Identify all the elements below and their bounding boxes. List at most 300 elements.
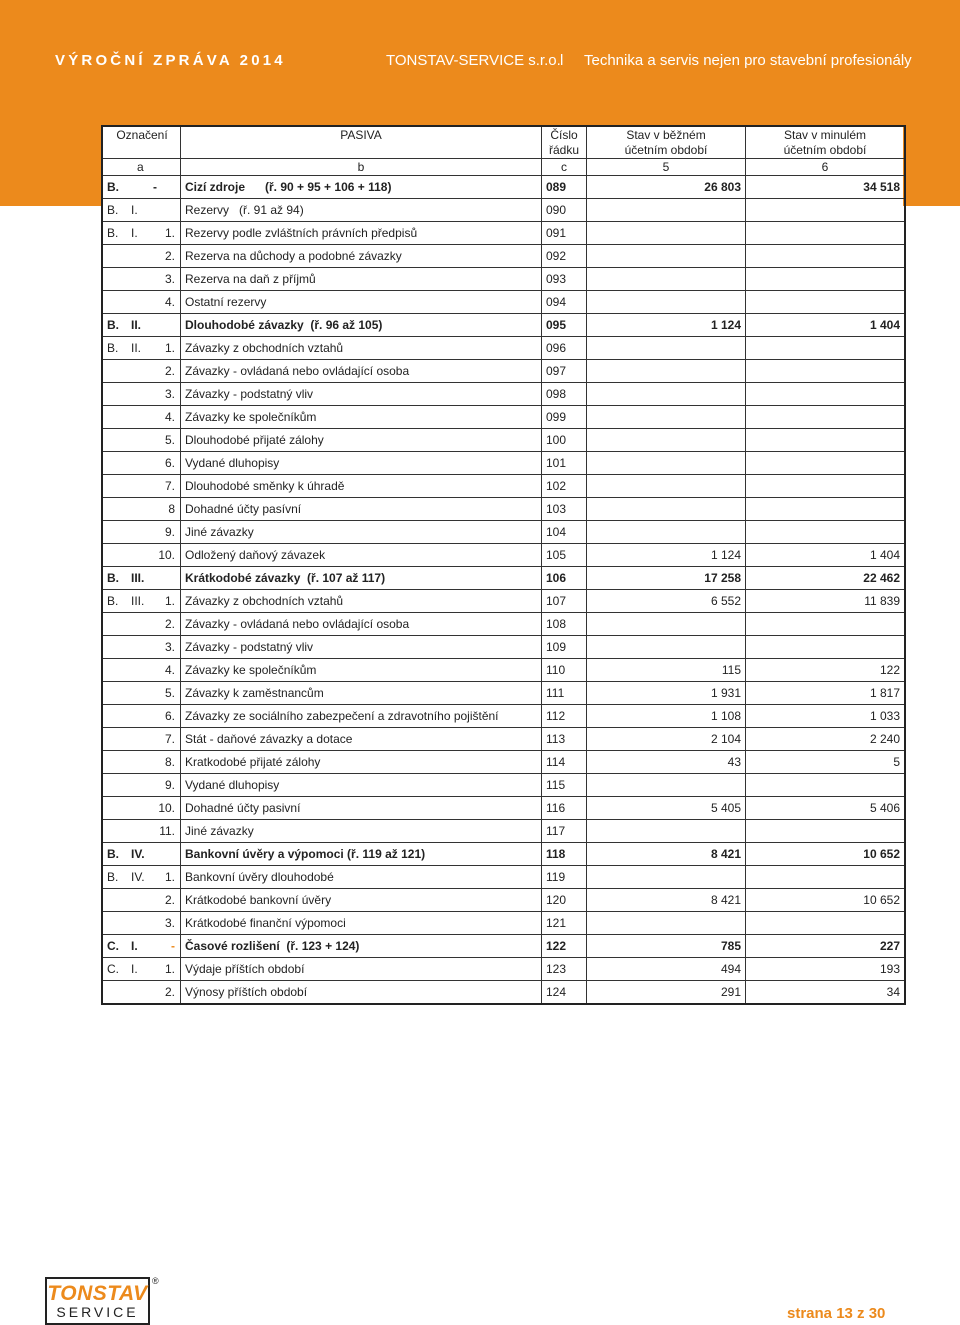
row-code-c: 2.	[164, 364, 175, 378]
header-previous-period: Stav v minulém účetním období	[746, 126, 906, 159]
row-current-value: 2 104	[587, 728, 746, 751]
row-code-a	[107, 824, 131, 838]
table-row	[102, 245, 905, 268]
row-code-b: IV.	[131, 870, 145, 884]
row-code-a	[107, 502, 131, 516]
table-row	[102, 383, 905, 406]
row-code-a	[107, 686, 131, 700]
row-current-value	[587, 521, 746, 544]
row-code-b	[131, 479, 157, 493]
row-code	[102, 567, 181, 590]
row-name: Závazky ze sociálního zabezpečení a zdravotního pojištění	[181, 705, 542, 728]
row-code-b	[131, 916, 157, 930]
row-previous-value: 1 817	[746, 682, 906, 705]
row-code	[102, 429, 181, 452]
row-code-a	[107, 640, 131, 654]
row-code-a	[107, 663, 131, 677]
row-code	[102, 337, 181, 360]
row-name: Jiné závazky	[181, 521, 542, 544]
row-previous-value: 34	[746, 981, 906, 1005]
table-row	[102, 498, 905, 521]
row-line-number: 108	[542, 613, 587, 636]
row-code-b	[131, 617, 157, 631]
row-code-a: B.	[107, 847, 119, 861]
row-current-value	[587, 222, 746, 245]
row-code	[102, 866, 181, 889]
company-logo	[45, 1277, 150, 1325]
row-code-a	[107, 525, 131, 539]
liabilities-table	[101, 125, 906, 1005]
row-line-number: 120	[542, 889, 587, 912]
row-code-c: 5.	[164, 686, 175, 700]
row-previous-value	[746, 475, 906, 498]
row-code-c: 3.	[164, 272, 175, 286]
row-current-value: 43	[587, 751, 746, 774]
row-name: Závazky - ovládaná nebo ovládající osoba	[181, 360, 542, 383]
row-code-b: III.	[131, 594, 145, 608]
row-code-a	[107, 456, 131, 470]
row-code	[102, 406, 181, 429]
table-row	[102, 544, 905, 567]
row-code	[102, 820, 181, 843]
row-code	[102, 797, 181, 820]
row-code	[102, 751, 181, 774]
row-code-b	[131, 364, 157, 378]
row-previous-value: 5 406	[746, 797, 906, 820]
row-code-b: I.	[131, 939, 138, 953]
table-row	[102, 774, 905, 797]
row-previous-value: 11 839	[746, 590, 906, 613]
row-code-a: B.	[107, 226, 119, 240]
row-code-c	[157, 180, 175, 194]
row-current-value	[587, 429, 746, 452]
row-code-a	[107, 801, 131, 815]
header-letter-a: a	[102, 159, 181, 176]
row-current-value	[587, 383, 746, 406]
row-code-c: 6.	[164, 709, 175, 723]
row-code-a	[107, 985, 131, 999]
table-row	[102, 659, 905, 682]
row-previous-value: 5	[746, 751, 906, 774]
row-previous-value	[746, 291, 906, 314]
row-code-c: 1.	[164, 341, 175, 355]
row-code-b: I.	[131, 203, 138, 217]
row-name: Dlouhodobé směnky k úhradě	[181, 475, 542, 498]
row-code-c: 5.	[164, 433, 175, 447]
row-code-b	[131, 663, 157, 677]
row-code	[102, 521, 181, 544]
table-row	[102, 199, 905, 222]
row-name: Rezervy podle zvláštních právních předpisů	[181, 222, 542, 245]
row-line-number: 093	[542, 268, 587, 291]
row-code-b	[131, 548, 157, 562]
row-current-value	[587, 337, 746, 360]
page-header	[55, 51, 912, 71]
row-current-value: 785	[587, 935, 746, 958]
row-previous-value	[746, 360, 906, 383]
row-name: Jiné závazky	[181, 820, 542, 843]
row-current-value	[587, 498, 746, 521]
row-code-c: 4.	[164, 295, 175, 309]
row-line-number: 124	[542, 981, 587, 1005]
table-row	[102, 291, 905, 314]
row-previous-value: 193	[746, 958, 906, 981]
row-name: Bankovní úvěry a výpomoci (ř. 119 až 121)	[181, 843, 542, 866]
row-code-b: IV.	[131, 847, 145, 861]
row-previous-value: 1 404	[746, 314, 906, 337]
row-code-a	[107, 387, 131, 401]
row-name: Výdaje příštích období	[181, 958, 542, 981]
table-header-row	[102, 126, 905, 159]
row-previous-value: 10 652	[746, 889, 906, 912]
row-code-a: B.	[107, 870, 119, 884]
row-line-number: 117	[542, 820, 587, 843]
row-code-a	[107, 295, 131, 309]
company-tagline: Technika a servis nejen pro stavební profesionály	[584, 52, 912, 69]
row-code-c: 4.	[164, 663, 175, 677]
row-current-value	[587, 820, 746, 843]
page-number: strana 13 z 30	[787, 1305, 886, 1322]
table-row	[102, 682, 905, 705]
row-name: Kratkodobé přijaté zálohy	[181, 751, 542, 774]
row-line-number: 121	[542, 912, 587, 935]
row-code-b	[131, 295, 157, 309]
table-row	[102, 268, 905, 291]
row-code-a: C.	[107, 939, 119, 953]
row-code-a: B.	[107, 341, 119, 355]
row-code-c	[157, 571, 175, 585]
row-code	[102, 222, 181, 245]
row-code	[102, 590, 181, 613]
row-code	[102, 912, 181, 935]
row-previous-value	[746, 429, 906, 452]
row-code	[102, 935, 181, 958]
table-row	[102, 820, 905, 843]
row-code-a	[107, 732, 131, 746]
table-header-letters-row	[102, 159, 905, 176]
row-name: Cizí zdroje (ř. 90 + 95 + 106 + 118)	[181, 176, 542, 199]
row-code-a: B.	[107, 203, 119, 217]
row-previous-value	[746, 406, 906, 429]
header-number-6: 6	[746, 159, 906, 176]
header-current-period: Stav v běžném účetním období	[587, 126, 746, 159]
row-code-a	[107, 364, 131, 378]
row-name: Závazky z obchodních vztahů	[181, 590, 542, 613]
row-line-number: 091	[542, 222, 587, 245]
row-name: Závazky - ovládaná nebo ovládající osoba	[181, 613, 542, 636]
row-previous-value: 1 033	[746, 705, 906, 728]
row-line-number: 115	[542, 774, 587, 797]
row-code-c: 6.	[164, 456, 175, 470]
row-current-value: 1 931	[587, 682, 746, 705]
row-code	[102, 889, 181, 912]
row-line-number: 103	[542, 498, 587, 521]
header-code: Označení	[102, 126, 181, 159]
row-code-c: 3.	[164, 640, 175, 654]
row-code-b	[131, 249, 157, 263]
row-code-c: 2.	[164, 985, 175, 999]
row-line-number: 109	[542, 636, 587, 659]
row-current-value	[587, 245, 746, 268]
row-line-number: 094	[542, 291, 587, 314]
table-row	[102, 935, 905, 958]
row-name: Krátkodobé finanční výpomoci	[181, 912, 542, 935]
row-code-b	[131, 732, 157, 746]
row-code	[102, 291, 181, 314]
row-code-a	[107, 893, 131, 907]
header-letter-b: b	[181, 159, 542, 176]
row-code-b	[131, 709, 157, 723]
row-line-number: 095	[542, 314, 587, 337]
row-code-c: 10.	[158, 548, 175, 562]
row-code-c: 11.	[159, 824, 175, 838]
row-line-number: 118	[542, 843, 587, 866]
row-line-number: 107	[542, 590, 587, 613]
row-code	[102, 199, 181, 222]
table-row	[102, 176, 905, 199]
row-code-b	[131, 686, 157, 700]
table-row	[102, 475, 905, 498]
row-code-c: 1.	[164, 594, 175, 608]
row-code	[102, 176, 181, 199]
row-current-value: 17 258	[587, 567, 746, 590]
row-line-number: 112	[542, 705, 587, 728]
row-code-a: B.	[107, 180, 119, 194]
row-line-number: 101	[542, 452, 587, 475]
row-code-a	[107, 548, 131, 562]
liabilities-table-container	[101, 125, 903, 1005]
row-line-number: 113	[542, 728, 587, 751]
row-code-b	[131, 502, 157, 516]
header-letter-c: c	[542, 159, 587, 176]
row-code-c: 1.	[164, 962, 175, 976]
row-name: Krátkodobé závazky (ř. 107 až 117)	[181, 567, 542, 590]
row-line-number: 106	[542, 567, 587, 590]
row-code-a	[107, 617, 131, 631]
table-row	[102, 567, 905, 590]
row-name: Závazky - podstatný vliv	[181, 383, 542, 406]
row-code-a	[107, 916, 131, 930]
row-code-a	[107, 709, 131, 723]
row-current-value	[587, 452, 746, 475]
row-name: Odložený daňový závazek	[181, 544, 542, 567]
row-code-b: II.	[131, 341, 142, 355]
table-row	[102, 912, 905, 935]
row-line-number: 099	[542, 406, 587, 429]
row-code	[102, 728, 181, 751]
row-code	[102, 383, 181, 406]
row-code	[102, 268, 181, 291]
row-line-number: 105	[542, 544, 587, 567]
row-previous-value: 227	[746, 935, 906, 958]
row-previous-value: 1 404	[746, 544, 906, 567]
row-code-a	[107, 272, 131, 286]
row-code-b	[131, 778, 157, 792]
row-previous-value: 34 518	[746, 176, 906, 199]
row-code-a	[107, 249, 131, 263]
row-line-number: 098	[542, 383, 587, 406]
row-current-value	[587, 475, 746, 498]
row-name: Dohadné účty pasívní	[181, 498, 542, 521]
row-code-b	[131, 893, 157, 907]
row-code-b	[131, 433, 157, 447]
row-name: Rezerva na důchody a podobné závazky	[181, 245, 542, 268]
row-previous-value	[746, 452, 906, 475]
row-code-c	[157, 318, 175, 332]
row-name: Krátkodobé bankovní úvěry	[181, 889, 542, 912]
row-current-value	[587, 199, 746, 222]
header-name: PASIVA	[181, 126, 542, 159]
table-row	[102, 797, 905, 820]
table-row	[102, 751, 905, 774]
row-code	[102, 659, 181, 682]
row-previous-value	[746, 521, 906, 544]
company-name: TONSTAV-SERVICE s.r.o.	[386, 52, 561, 69]
table-row	[102, 360, 905, 383]
row-code-a	[107, 755, 131, 769]
row-code	[102, 475, 181, 498]
row-current-value: 6 552	[587, 590, 746, 613]
table-row	[102, 889, 905, 912]
row-code-b	[131, 801, 157, 815]
row-line-number: 092	[542, 245, 587, 268]
row-code-a: C.	[107, 962, 119, 976]
row-previous-value	[746, 222, 906, 245]
row-code-b	[131, 525, 157, 539]
row-previous-value	[746, 636, 906, 659]
row-current-value: 5 405	[587, 797, 746, 820]
row-line-number: 116	[542, 797, 587, 820]
row-code	[102, 958, 181, 981]
row-code-c: 2.	[164, 617, 175, 631]
row-code	[102, 452, 181, 475]
row-line-number: 096	[542, 337, 587, 360]
row-code-b	[131, 456, 157, 470]
row-name: Závazky k zaměstnancům	[181, 682, 542, 705]
row-code-c: 1.	[164, 870, 175, 884]
row-code-c: 3.	[164, 916, 175, 930]
row-name: Časové rozlišení (ř. 123 + 124)	[181, 935, 542, 958]
row-code	[102, 774, 181, 797]
row-previous-value	[746, 912, 906, 935]
row-previous-value: 122	[746, 659, 906, 682]
row-current-value: 1 124	[587, 314, 746, 337]
row-previous-value	[746, 613, 906, 636]
table-row	[102, 314, 905, 337]
row-name: Vydané dluhopisy	[181, 452, 542, 475]
row-name: Závazky z obchodních vztahů	[181, 337, 542, 360]
table-row	[102, 429, 905, 452]
row-line-number: 104	[542, 521, 587, 544]
row-code	[102, 314, 181, 337]
row-name: Bankovní úvěry dlouhodobé	[181, 866, 542, 889]
row-code-b: II.	[131, 318, 142, 332]
row-code-c: 4.	[164, 410, 175, 424]
row-name: Závazky ke společníkům	[181, 659, 542, 682]
row-code-c: 10.	[158, 801, 175, 815]
row-code-b	[131, 824, 157, 838]
row-code-c: 8	[168, 502, 175, 516]
row-name: Závazky - podstatný vliv	[181, 636, 542, 659]
row-name: Ostatní rezervy	[181, 291, 542, 314]
table-row	[102, 843, 905, 866]
row-line-number: 100	[542, 429, 587, 452]
row-current-value	[587, 866, 746, 889]
row-current-value	[587, 291, 746, 314]
row-current-value	[587, 613, 746, 636]
row-previous-value	[746, 383, 906, 406]
row-line-number: 122	[542, 935, 587, 958]
row-line-number: 089	[542, 176, 587, 199]
row-code-c: 9.	[164, 525, 175, 539]
row-name: Dlouhodobé závazky (ř. 96 až 105)	[181, 314, 542, 337]
row-code	[102, 981, 181, 1005]
row-line-number: 110	[542, 659, 587, 682]
row-name: Vydané dluhopisy	[181, 774, 542, 797]
row-current-value	[587, 406, 746, 429]
table-row	[102, 636, 905, 659]
header-separator: l	[560, 52, 564, 69]
row-previous-value	[746, 866, 906, 889]
table-row	[102, 337, 905, 360]
row-code-a	[107, 778, 131, 792]
row-current-value: 494	[587, 958, 746, 981]
row-code-c: 8.	[164, 755, 175, 769]
row-name: Rezervy (ř. 91 až 94)	[181, 199, 542, 222]
table-row	[102, 981, 905, 1005]
table-row	[102, 222, 905, 245]
row-previous-value	[746, 774, 906, 797]
row-code	[102, 705, 181, 728]
row-previous-value	[746, 337, 906, 360]
row-previous-value: 10 652	[746, 843, 906, 866]
row-code-b: I.	[131, 962, 138, 976]
row-code-b	[131, 985, 157, 999]
row-code-b: I.	[131, 226, 138, 240]
row-code-c: 7.	[164, 732, 175, 746]
row-current-value	[587, 912, 746, 935]
row-code-c	[157, 847, 175, 861]
row-code	[102, 360, 181, 383]
row-code-c: 1.	[164, 226, 175, 240]
table-row	[102, 958, 905, 981]
table-row	[102, 705, 905, 728]
row-code-b: -	[153, 180, 157, 194]
row-line-number: 102	[542, 475, 587, 498]
row-name: Dlouhodobé přijaté zálohy	[181, 429, 542, 452]
table-row	[102, 521, 905, 544]
table-row	[102, 613, 905, 636]
row-code	[102, 498, 181, 521]
row-code-b	[131, 387, 157, 401]
row-current-value	[587, 268, 746, 291]
table-row	[102, 866, 905, 889]
row-current-value: 291	[587, 981, 746, 1005]
row-code-c: 7.	[164, 479, 175, 493]
row-previous-value: 22 462	[746, 567, 906, 590]
table-row	[102, 728, 905, 751]
row-code	[102, 613, 181, 636]
logo-wordmark-bottom: SERVICE	[56, 1304, 139, 1320]
row-code-a: B.	[107, 318, 119, 332]
row-code-c: 3.	[164, 387, 175, 401]
row-code-b	[131, 640, 157, 654]
row-code-a	[107, 433, 131, 447]
row-code-b	[131, 755, 157, 769]
row-previous-value	[746, 245, 906, 268]
row-current-value	[587, 636, 746, 659]
row-code-c: -	[171, 939, 175, 953]
